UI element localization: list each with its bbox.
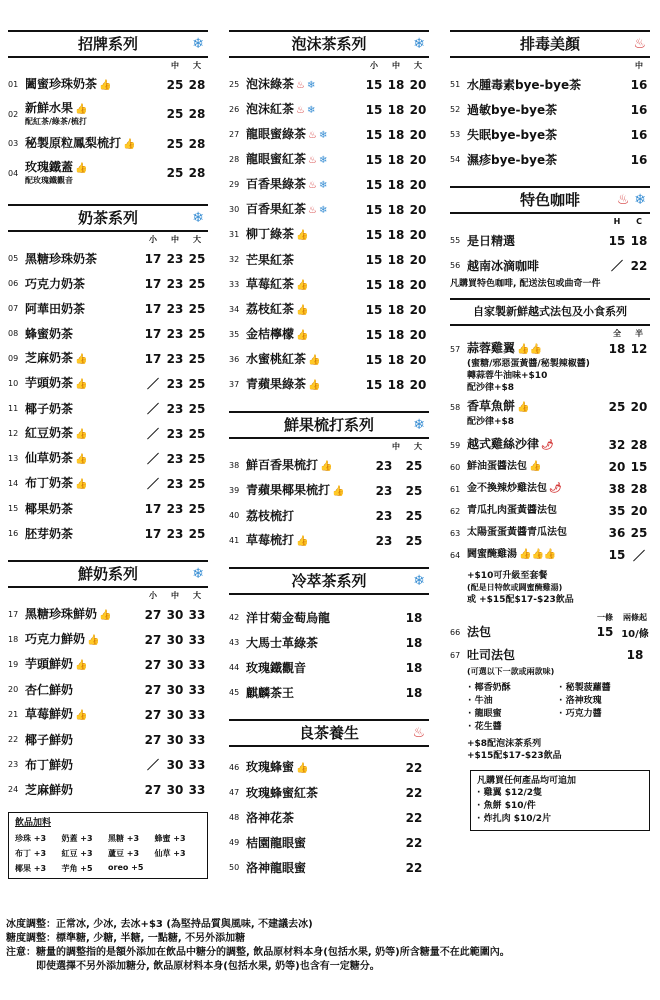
menu-item: 52 過敏bye-bye茶 16	[450, 102, 648, 117]
snowflake-icon: ❄	[306, 104, 316, 116]
menu-item: 40 荔枝梳打 23 25	[229, 508, 423, 523]
thumbs-up-icon: 👍	[123, 138, 136, 150]
thumbs-up-icon: 👍	[308, 354, 321, 366]
section-title: 冷萃茶系列 ❄	[229, 567, 429, 595]
thumbs-up-icon: 👍	[320, 460, 333, 472]
thumbs-up-icon: 👍	[75, 453, 88, 465]
menu-item: 04 玫瑰鐵蓋 👍 配玫瑰鐵觀音 25 28	[8, 160, 206, 185]
menu-item: 44 玫瑰鐵觀音 18	[229, 660, 423, 675]
menu-item: 45 麒麟茶王 18	[229, 685, 423, 700]
size-header: 中 大	[171, 61, 201, 70]
spread-options: · 椰香奶酥 · 秘製菠蘿醬 · 牛油 · 洛神玫瑰 · 龍眼蜜 · 巧克力醬 · 花生醬	[468, 683, 611, 732]
section-food: 自家製新鮮越式法包及小食系列 全 半 57 蒜蓉雞翼 👍👍 18 12 (蜜糖/邪惡蛋黃醬/秘製辣椒醬) 轉蒜蓉牛油味+$10 配沙律+$8 58 香草魚餅 👍 25 20 配沙律+$8 59 越式雞絲沙律 🌶 32 28 60 鮮油蛋醬法包 👍 20 15 61 金不換辣炒雞法包 🌶 38 28 62 青瓜扎肉蛋黃醬法包 35 20 63 太陽蛋蛋黃醬青瓜法包 36 25 64 閪蜜醃雞湯 👍👍👍 15 ／ +$10可升級至套餐 (配是日特飲或閪蜜醃雞湯) 或 +$15配$17-$23飲品 一條 兩條起 66 法包 15 10/條 67 吐司法包 18 (可選以下一款或兩款味) · 椰香奶酥 · 秘製菠蘿醬 · 牛油 · 洛神玫瑰 · 龍眼蜜 · 巧克力醬 · 花生醬 +$8配泡沫茶系列 +$15配$17-$23飲品	[450, 298, 650, 762]
snowflake-icon: ❄	[318, 204, 328, 216]
extra-box: 凡購買任何產品均可追加 · 雞翼 $12/2隻 · 魚餅 $10/件 · 炸扎肉 $10/2片	[470, 770, 650, 831]
snowflake-icon: ❄	[318, 179, 328, 191]
chili-icon: 🌶	[541, 440, 554, 451]
menu-item: 57 蒜蓉雞翼 👍👍 18 12	[450, 341, 648, 356]
size-header: 中 大	[392, 442, 422, 451]
hot-icon: ♨	[616, 192, 630, 208]
menu-item: 32 芒果紅茶 15 18 20	[229, 252, 427, 267]
menu-item: 63 太陽蛋蛋黃醬青瓜法包 36 25	[450, 526, 648, 540]
section-title: 排毒美顏 ♨	[450, 30, 650, 58]
menu-item: 10 芋頭奶茶 👍 ／ 23 25	[8, 375, 206, 391]
menu-item: 56 越南冰滴咖啡 ／ 22	[450, 258, 648, 273]
snowflake-icon: ❄	[634, 192, 646, 208]
snowflake-icon: ❄	[318, 129, 328, 141]
menu-item: 39 青蘋果椰果梳打 👍 23 25	[229, 482, 423, 498]
menu-item: 19 芋頭鮮奶 👍 27 30 33	[8, 656, 206, 672]
section-detox	[450, 30, 650, 172]
menu-item: 42 洋甘菊金萄烏龍 18	[229, 610, 423, 625]
thumbs-up-icon: 👍	[308, 379, 321, 391]
addons-grid: 珍珠 +3 奶蓋 +3 黑糖 +3 蜂蜜 +3 布丁 +3 紅豆 +3 蘆豆 +3 仙草 +3 椰果 +3 芋角 +5 oreo +5	[15, 834, 186, 873]
column-2	[229, 30, 429, 894]
menu-item: 67 吐司法包 18	[450, 648, 644, 662]
menu-item: 12 紅豆奶茶 👍 ／ 23 25	[8, 425, 206, 441]
size-header: 小 中 大	[370, 61, 422, 70]
menu-item: 08 蜂蜜奶茶 17 23 25	[8, 326, 206, 341]
footer-notes: 冰度調整：正常冰, 少冰, 去冰+$3 (為堅持品質與風味, 不建議去冰) 糖度調整：標準糖, 少糖, 半糖, 一點糖, 不另外添加糖 注意：糖量的調整指的是額外添加在飲品中糖分的調整, 飲品原材料本身(包括水果, 奶等)所含糖量不在此範圍內。 即使選擇不另外添加糖分, 飲品原材料本身(包括水果, 奶等)也含有一定糖分。	[6, 919, 510, 972]
menu-item: 14 布丁奶茶 👍 ／ 23 25	[8, 475, 206, 491]
size-header: 小 中 大	[149, 235, 201, 244]
section-title: 良茶養生 ♨	[229, 719, 429, 747]
section-milk-tea	[8, 204, 208, 546]
thumbs-up-icon: 👍	[75, 659, 88, 671]
thumbs-up-icon: 👍	[296, 329, 309, 341]
thumbs-up-icon: 👍	[529, 461, 542, 472]
menu-item: 51 水腫毒素bye-bye茶 16	[450, 77, 648, 92]
size-header: H C	[613, 217, 642, 226]
section-fruit-soda	[229, 411, 429, 553]
coffee-note: 凡購買特色咖啡, 配送法包或曲奇一件	[450, 279, 601, 289]
snowflake-icon: ❄	[192, 36, 204, 52]
menu-item: 11 椰子奶茶 ／ 23 25	[8, 401, 206, 416]
thumbs-up-icon: 👍	[75, 709, 88, 721]
snowflake-icon: ❄	[192, 566, 204, 582]
thumbs-up-icon: 👍	[296, 762, 309, 774]
menu-item: 24 芝麻鮮奶 27 30 33	[8, 782, 206, 797]
menu-item: 49 桔園龍眼蜜 22	[229, 835, 423, 850]
addons-box	[8, 812, 208, 879]
menu-item: 43 大馬士革綠茶 18	[229, 635, 423, 650]
column-1	[8, 30, 208, 879]
menu-item: 54 濕疹bye-bye茶 16	[450, 152, 648, 167]
section-cold-brew	[229, 567, 429, 705]
menu-item: 26 泡沫紅茶 ♨ ❄ 15 18 20	[229, 101, 427, 117]
menu-item: 38 鮮百香果梳打 👍 23 25	[229, 457, 423, 473]
menu-item: 61 金不換辣炒雞法包 🌶 38 28	[450, 482, 648, 496]
menu-item: 03 秘製原粒鳳梨梳打 👍 25 28	[8, 135, 206, 151]
hot-icon: ♨	[412, 725, 425, 741]
section-title: 鮮奶系列 ❄	[8, 560, 208, 588]
hot-icon: ♨	[308, 129, 317, 141]
hot-icon: ♨	[308, 154, 317, 166]
thumbs-up-icon: 👍	[75, 104, 88, 115]
menu-item: 23 布丁鮮奶 ／ 30 33	[8, 757, 206, 772]
thumbs-up-icon: 👍	[75, 353, 88, 365]
menu-item: 59 越式雞絲沙律 🌶 32 28	[450, 437, 648, 452]
snowflake-icon: ❄	[413, 417, 425, 433]
thumbs-up-icon: 👍	[75, 478, 88, 490]
section-coffee	[450, 186, 650, 290]
menu-item: 35 金桔檸檬 👍 15 18 20	[229, 326, 427, 342]
thumbs-up-icon: 👍	[296, 229, 309, 241]
menu-item: 47 玫瑰蜂蜜紅茶 22	[229, 785, 423, 800]
menu-item: 62 青瓜扎肉蛋黃醬法包 35 20	[450, 504, 648, 518]
menu-item: 30 百香果紅茶 ♨ ❄ 15 18 20	[229, 201, 427, 217]
thumbs-up-icon: 👍	[296, 304, 309, 316]
menu-item: 34 荔枝紅茶 👍 15 18 20	[229, 301, 427, 317]
size-header: 中	[635, 61, 643, 70]
section-title: 特色咖啡 ♨ ❄	[450, 186, 650, 214]
hot-icon: ♨	[296, 104, 305, 116]
hot-icon: ♨	[296, 79, 305, 91]
menu-item: 53 失眠bye-bye茶 16	[450, 127, 648, 142]
thumbs-up-icon: 👍	[87, 634, 100, 646]
section-signature	[8, 30, 208, 190]
thumbs-up-icon: 👍👍👍	[519, 549, 557, 560]
menu-item: 25 泡沫綠茶 ♨ ❄ 15 18 20	[229, 76, 427, 92]
menu-item: 05 黑糖珍珠奶茶 17 23 25	[8, 251, 206, 266]
section-foam-tea	[229, 30, 429, 397]
thumbs-up-icon: 👍	[296, 279, 309, 291]
menu-item: 58 香草魚餅 👍 25 20	[450, 399, 648, 414]
menu-item: 01 闔蜜珍珠奶茶 👍 25 28	[8, 76, 206, 92]
snowflake-icon: ❄	[413, 36, 425, 52]
menu-item: 02 新鮮水果 👍 配紅茶/綠茶/梳打 25 28	[8, 101, 206, 126]
thumbs-up-icon: 👍	[75, 378, 88, 390]
menu-item: 55 是日精選 15 18	[450, 233, 648, 248]
snowflake-icon: ❄	[306, 79, 316, 91]
hot-icon: ♨	[633, 36, 646, 52]
menu-item: 28 龍眼蜜紅茶 ♨ ❄ 15 18 20	[229, 151, 427, 167]
menu-item: 50 洛神龍眼蜜 22	[229, 860, 423, 875]
menu-item: 33 草莓紅茶 👍 15 18 20	[229, 276, 427, 292]
menu-item: 36 水蜜桃紅茶 👍 15 18 20	[229, 351, 427, 367]
size-header: 小 中 大	[149, 591, 201, 600]
menu-item: 16 胚芽奶茶 17 23 25	[8, 526, 206, 541]
chili-icon: 🌶	[549, 483, 562, 494]
menu-item: 09 芝麻奶茶 👍 17 23 25	[8, 350, 206, 366]
menu-item: 22 椰子鮮奶 27 30 33	[8, 732, 206, 747]
menu-item: 18 巧克力鮮奶 👍 27 30 33	[8, 631, 206, 647]
section-wellness	[229, 719, 429, 880]
thumbs-up-icon: 👍	[99, 609, 112, 621]
menu-item: 27 龍眼蜜綠茶 ♨ ❄ 15 18 20	[229, 126, 427, 142]
section-title: 泡沫茶系列 ❄	[229, 30, 429, 58]
snowflake-icon: ❄	[413, 573, 425, 589]
thumbs-up-icon: 👍	[296, 535, 309, 547]
snowflake-icon: ❄	[192, 210, 204, 226]
section-title: 鮮果梳打系列 ❄	[229, 411, 429, 439]
menu-item: 66 法包 15 10/條	[450, 625, 649, 640]
menu-item: 15 椰果奶茶 17 23 25	[8, 501, 206, 516]
section-title: 自家製新鮮越式法包及小食系列	[450, 298, 650, 326]
thumbs-up-icon: 👍	[99, 79, 112, 91]
thumbs-up-icon: 👍	[75, 163, 88, 174]
menu-item: 64 閪蜜醃雞湯 👍👍👍 15 ／	[450, 548, 645, 563]
menu-item: 29 百香果綠茶 ♨ ❄ 15 18 20	[229, 176, 427, 192]
hot-icon: ♨	[308, 179, 317, 191]
menu-item: 31 柳丁綠茶 👍 15 18 20	[229, 226, 427, 242]
menu-item: 06 巧克力奶茶 17 23 25	[8, 276, 206, 291]
snowflake-icon: ❄	[318, 154, 328, 166]
thumbs-up-icon: 👍	[332, 485, 345, 497]
menu-item: 17 黑糖珍珠鮮奶 👍 27 30 33	[8, 606, 206, 622]
thumbs-up-icon: 👍👍	[517, 344, 542, 355]
menu-item: 13 仙草奶茶 👍 ／ 23 25	[8, 450, 206, 466]
thumbs-up-icon: 👍	[517, 402, 530, 413]
menu-item: 46 玫瑰蜂蜜 👍 22	[229, 759, 423, 775]
menu-item: 60 鮮油蛋醬法包 👍 20 15	[450, 460, 648, 474]
section-title: 招牌系列 ❄	[8, 30, 208, 58]
menu-item: 07 阿華田奶茶 17 23 25	[8, 301, 206, 316]
section-title: 奶茶系列 ❄	[8, 204, 208, 232]
addons-title: 飲品加料	[15, 818, 52, 828]
menu-item: 41 草莓梳打 👍 23 25	[229, 532, 423, 548]
menu-item: 21 草莓鮮奶 👍 27 30 33	[8, 706, 206, 722]
column-3	[450, 30, 650, 831]
hot-icon: ♨	[308, 204, 317, 216]
menu-item: 20 杏仁鮮奶 27 30 33	[8, 682, 206, 697]
thumbs-up-icon: 👍	[75, 428, 88, 440]
section-fresh-milk	[8, 560, 208, 802]
size-header: 全 半	[613, 329, 643, 338]
menu-item: 37 青蘋果綠茶 👍 15 18 20	[229, 376, 427, 392]
menu-item: 48 洛神花茶 22	[229, 810, 423, 825]
